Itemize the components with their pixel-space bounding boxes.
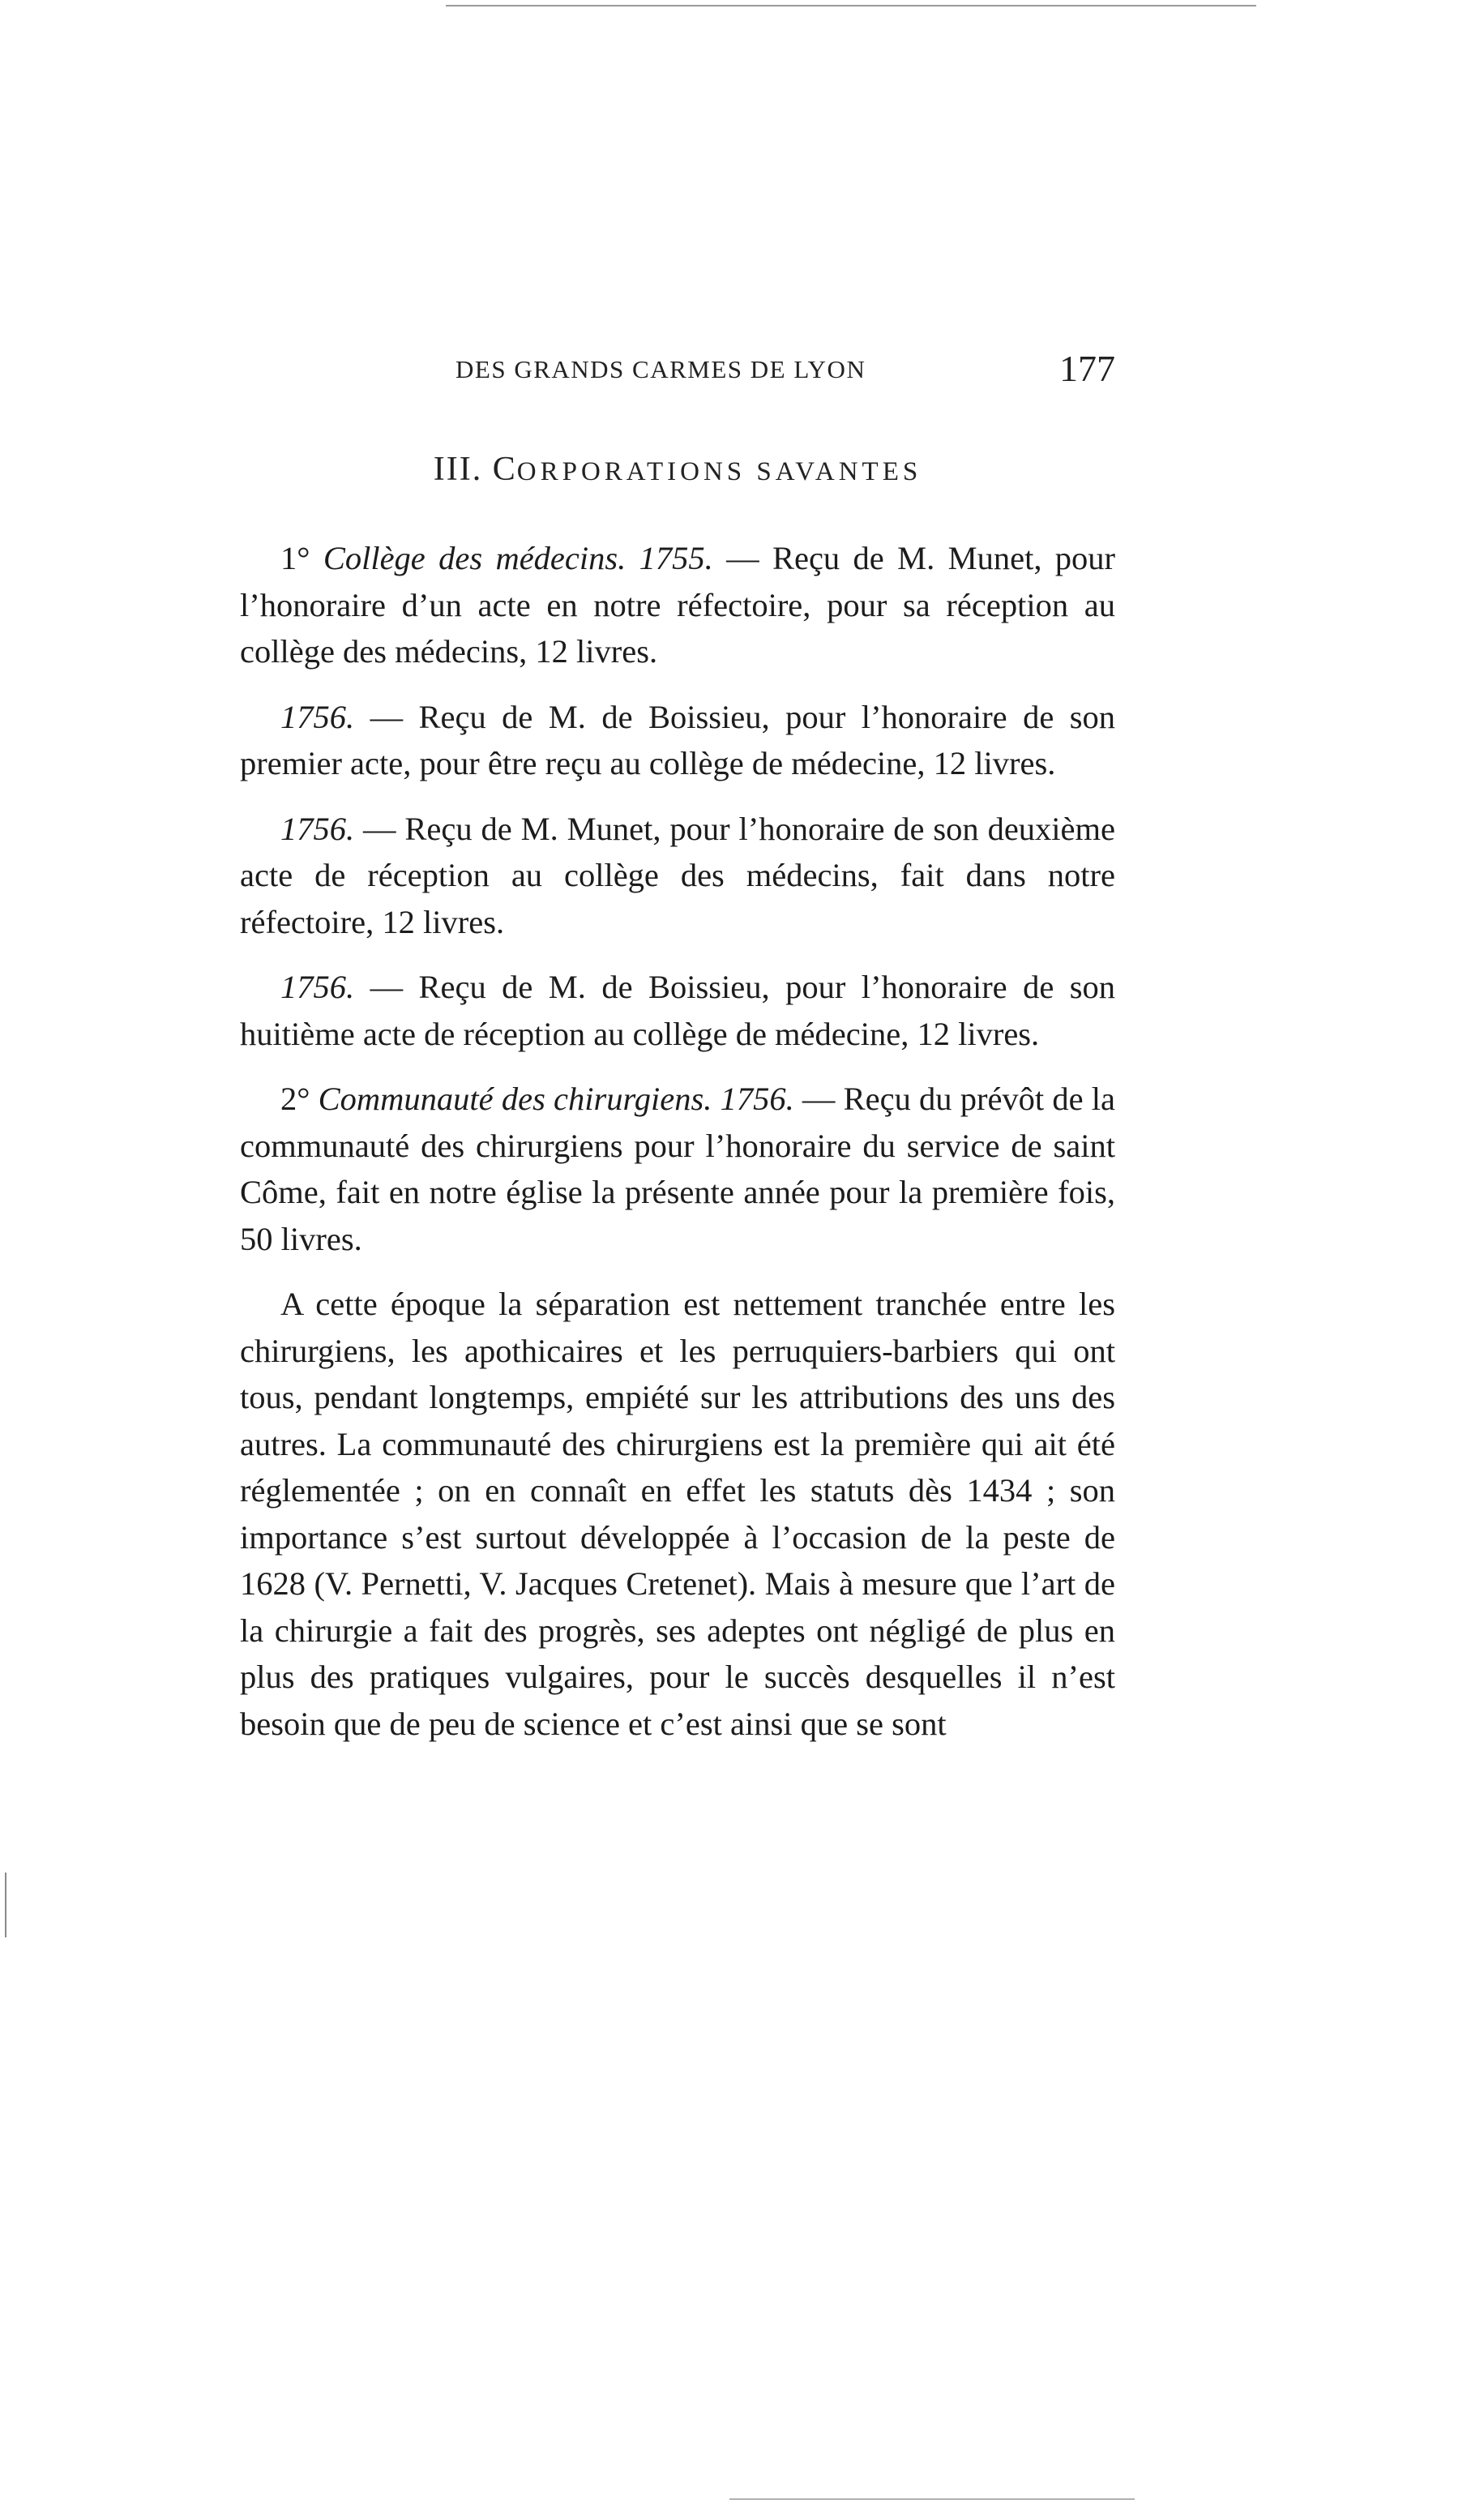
- section-title-rest: ORPORATIONS SAVANTES: [516, 457, 922, 486]
- scan-margin-mark: [5, 1873, 6, 1937]
- entry-label: Communauté des chirurgiens.: [318, 1081, 712, 1117]
- scan-edge-line-bottom: [729, 2498, 1135, 2500]
- entry-number: 2°: [280, 1081, 310, 1117]
- entry-communaute-chirurgiens-1756: [240, 1076, 1115, 1262]
- entry-1756-boissieu-premier: [240, 694, 1115, 787]
- entry-year: 1756.: [720, 1081, 794, 1117]
- entry-1756-boissieu-huitieme: [240, 964, 1115, 1057]
- entry-year: 1756.: [280, 698, 355, 735]
- running-head: DES GRANDS CARMES DE LYON: [455, 355, 866, 383]
- entry-label: Collège des médecins.: [323, 540, 627, 576]
- page-header: [240, 347, 1115, 396]
- paragraph-chirurgiens: A cette époque la séparation est nettement tranchée entre les chirurgiens, les apothicaires et les perruquiers-barbiers qui ont tous, pendant longtemps, empiété sur les attributions des uns des autres. La communauté des chirurgiens est la première qui ait été réglementée ; on en connaît en effet les statuts dès 1434 ; son importance s’est surtout développée à l’occasion de la peste de 1628 (V. Pernetti, V. Jacques Cretenet). Mais à mesure que l’art de la chirurgie a fait des progrès, ses adeptes ont négligé de plus en plus des pratiques vulgaires, pour le succès desquelles il n’est besoin que de peu de science et c’est ainsi que se sont: [240, 1286, 1115, 1742]
- entry-1756-munet-deuxieme: [240, 806, 1115, 946]
- entry-text: — Reçu du prévôt de la communauté des chirurgiens pour l’honoraire du service de saint Côme, fait en notre église la présente année pour la première fois, 50 livres.: [240, 1081, 1116, 1257]
- entry-year: 1755.: [639, 540, 713, 576]
- entry-text: — Reçu de M. de Boissieu, pour l’honoraire de son huitième acte de réception au collège de médecine, 12 livres.: [240, 969, 1115, 1052]
- entry-text: — Reçu de M. Munet, pour l’honoraire de son deuxième acte de réception au collège des médecins, fait dans notre réfectoire, 12 livres.: [240, 810, 1116, 940]
- entry-text: — Reçu de M. Munet, pour l’honoraire d’un acte en notre réfectoire, pour sa réception au collège des médecins, 12 livres.: [240, 540, 1116, 670]
- scan-edge-line: [446, 5, 1256, 6]
- entry-number: 1°: [280, 540, 310, 576]
- page-number: 177: [1059, 348, 1115, 389]
- entry-text: — Reçu de M. de Boissieu, pour l’honoraire de son premier acte, pour être reçu au collège de médecine, 12 livres.: [240, 698, 1115, 781]
- section-title: [240, 450, 1115, 489]
- entry-college-medecins-1755: [240, 535, 1115, 675]
- body-text: [240, 535, 1115, 1747]
- entry-year: 1756.: [280, 810, 355, 847]
- entry-year: 1756.: [280, 969, 355, 1005]
- section-numeral: III.: [433, 451, 483, 488]
- section-title-initial: C: [492, 451, 517, 488]
